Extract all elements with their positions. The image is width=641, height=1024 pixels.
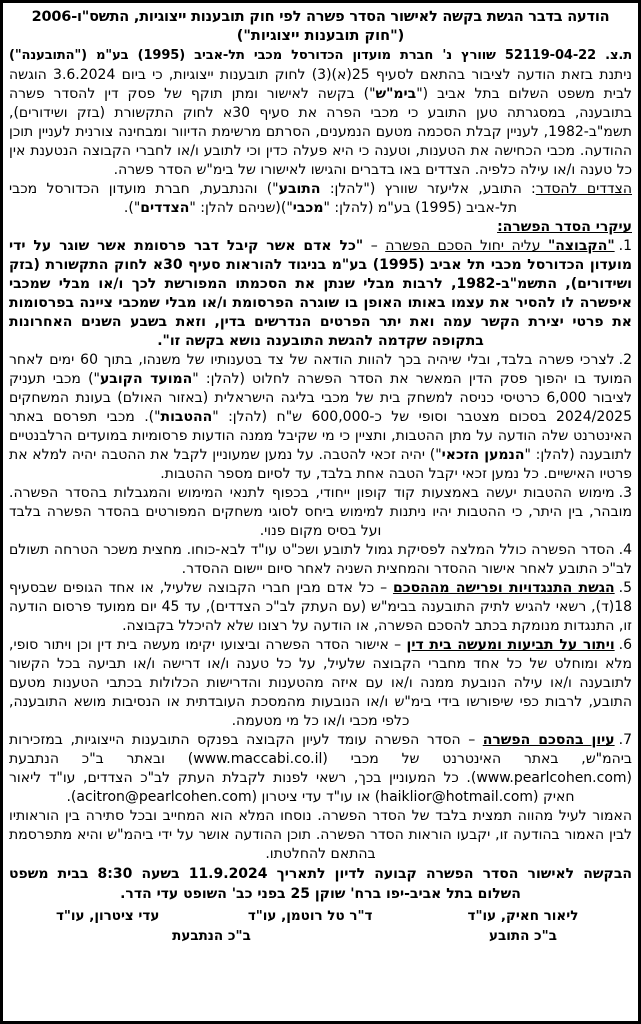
parties-paragraph — [9, 180, 632, 218]
item-number: 3. — [618, 485, 632, 501]
item-number: 4. — [618, 542, 632, 558]
hearing-notice: הבקשה לאישור הסדר הפשרה קבועה לדיון לתאריך 11.9.2024 בשעה 8:30 בבית משפט השלום בתל אביב-יפו ברח' שוקן 25 בפני כב' השופט עדי הדר. — [9, 866, 632, 902]
item-number: 7. — [618, 732, 632, 748]
settlement-item-5 — [9, 579, 632, 636]
item-number: 6. — [618, 637, 632, 653]
defense-counsel1-name: ד"ר טל רוטמן, עו"ד — [247, 908, 373, 924]
item-lead: עליה יחול הסכם הפשרה — [385, 238, 548, 254]
item-text: – — [363, 238, 386, 254]
settlement-item-1 — [9, 237, 632, 351]
eligible-recipient-term: הנמען הזכאי — [441, 447, 525, 463]
item-number: 1. — [618, 238, 632, 254]
plaintiff-term: התובע — [278, 181, 321, 197]
notice-title-line1: הודעה בדבר הגשת בקשה לאישור הסדר פשרה לפי חוק תובענות ייצוגיות, התשס"ו-2006 — [31, 9, 610, 25]
settlement-item-2 — [9, 351, 632, 484]
plaintiff-counsel-name: ליאור חאיק, עו"ד — [467, 908, 579, 924]
notice-title-line2: ("חוק תובענות ייצוגיות") — [236, 28, 405, 44]
group-term: "הקבוצה" — [548, 238, 615, 254]
defense-counsel2-name: עדי ציטרון, עו"ד — [55, 908, 160, 924]
plaintiff-counsel-role: ב"כ התובע — [488, 928, 557, 944]
item-text: "). מכבי תפרסם באתר האינטרנט שלה הודעה על מתן ההטבות, ותציין כי מי שקיבל ממנה הודעות פרסומיות במועדים הרלבנטיים לתובענה (להלן: " — [9, 409, 632, 463]
parties-text: : התובע, אליעזר שוורץ ("להלן: — [320, 181, 536, 197]
settlement-summary-header: עיקרי הסדר הפשרה: — [497, 219, 632, 235]
settlement-item-4 — [9, 541, 632, 579]
settlement-item-3 — [9, 484, 632, 541]
item-text: ") מכבי תעניק לציבור 6,000 כרטיסי כניסה למשחק בית של מכבי בליגה הישראלית (באזור האולם) בעונת המשחקים 2024/2025 בסכום מצטבר וסופי של כ-600,000 ש"ח (להלן: " — [9, 371, 632, 425]
item-text: – הסדר הפשרה עומד לעיון הקבוצה בפנקס התובענות הייצוגיות, במזכירות ביהמ"ש, באתר האינטרנט של מכבי (www.maccabi.co.il) ובאתר ב"כ הנתבעת (www.pearlcohen.com). כל המעוניין בכך, רשאי לפנות לקבלת העתק לב"כ הצדדים, עו"ד ליאור חאיק (haiklior@hotmail.com) או עו"ד עדי ציטרון (acitron@pearlcohen.com). — [9, 732, 632, 805]
parties-term: הצדדים — [140, 200, 190, 216]
item-number: 2. — [618, 352, 632, 368]
waiver-heading: ויתור על תביעות ומעשה בית דין — [406, 637, 615, 653]
defense-counsel-role: ב"כ הנתבעת — [172, 928, 251, 944]
parties-label: הצדדים להסדר — [535, 181, 633, 197]
item-text: – כל אדם מבין חברי הקבוצה שלעיל, או אחד הגופים שבסעיף 18(ד), רשאי להגיש לתיק התובענה בבימ"ש (עם העתק לב"כ הצדדים), עד 45 יום ממועד פרסום הודעה זו, התנגדות מנומקת בכתב להסכם הפשרה, או הודעה על רצונו שלא להיכלל בקבוצה. — [9, 580, 633, 634]
signature-block — [9, 906, 632, 946]
item-text: ") יהיה זכאי להטבה. על נמען שמעוניין לקבל את ההטבה יהיה למלא את פרטיו האישיים. כל נמען זכאי יקבל הטבה אחת בלבד, עד לסיום מספר ההטבות. — [9, 447, 632, 482]
parties-text: ") והנתבעת, חברת מועדון הכדורסל מכבי תל-אביב (1995) בע"מ (להלן: " — [9, 181, 518, 216]
court-abbr: בימ"ש — [375, 86, 417, 102]
parties-text: "). — [123, 200, 141, 216]
intro-text: ") בקשה לאישור ומתן תוקף של פסק דין להסדר פשרה בתובענה, במסגרתה טען התובע כי מכבי הפרה את סעיף 30א לחוק התקשורת (בזק ושידורים), תשמ"ב-1982, לעניין קבלת הסכמה מטעם הנמענים, הסרתם מרשימת הדיוור ומבחינה צורנית לעניין תוכן ההודעה. מכבי הכחישה את הטענות, וטענה כי היא פעלה כדין וכי לתובע ו/או לחברי הקבוצה הנטענת אין כל טענה ו/או עילה כלפיה. הצדדים באו בדברים והגישו לאישורו של בימ"ש הסדר פשרה. — [9, 86, 632, 178]
benefits-term: ההטבות — [160, 409, 213, 425]
determining-date-term: המועד הקובע — [99, 371, 193, 387]
group-definition-quote: "כל אדם אשר קיבל דבר פרסומת אשר שוגר על ידי מועדון הכדורסל מכבי תל אביב (1995) בע"מ בניגוד להוראות סעיף 30א לחוק התקשורת (בזק ושידורים), התשמ"ב-1982, לרבות מבלי שנתן את הסכמתו המפורשת לכך ו/או מבלי שמכבי איפשרה לו להסיר את עצמו באותו האופן בו שוגרה הפרסומת ו/או מבלי שמכבי ציינה בפרסומות את פרטי יצירת הקשר עמה ואת יתר הפרטים הנדרשים בדין, וזאת בשבע השנים האחרונות בתקופה שקדמה להגשת התובענה נושא בקשה זו". — [9, 238, 632, 349]
intro-text: ניתנת בזאת הודעה לציבור בהתאם לסעיף 25(א)(3) לחוק תובענות ייצוגיות, כי ביום 3.6.2024 הוגשה לבית משפט השלום בתל אביב (" — [9, 67, 632, 102]
settlement-item-7 — [9, 731, 632, 807]
closing-paragraph: האמור לעיל מהווה תמצית בלבד של הסדר הפשרה. נוסחו המלא הוא המחייב ובכל סתירה בין הוראותיו לבין האמור בהודעה זו, יקבעו הוראות הסדר הפשרה. תוכן ההודעה אושר על ידי ביהמ"ש והיא מתפרסמת בהתאם להחלטתו. — [9, 808, 632, 862]
item-text: – אישור הסדר הפשרה וביצועו יקימו מעשה בית דין וכן ויתור סופי, מלא ומוחלט של כל אחד מחברי הקבוצה שלעיל, על כל טענה ו/או דרישה ו/או תביעה בכל הקשור לתובענה ו/או עילה הנובעת ממנה ו/או עם איזה מהטענות והדרישות הכלולות בכתבי הטענות מטעם התובע, לרבות כפי שיפורשו בידי בימ"ש ו/או הנובעות מהמסכת העובדתית או הנסיבות מושא התובענה, כלפי מכבי ו/או כל מי מטעמה. — [9, 637, 632, 729]
item-text: מימוש ההטבות יעשה באמצעות קוד קופון ייחודי, בכפוף לתנאי המימוש והמגבלות בהסדר הפשרה. מובהר, בין היתר, כי ההטבות יהיו ניתנות למימוש ביחס לסוגי משחקים המפורטים בהסדר הפשרה בלבד ועל בסיס מקום פנוי. — [9, 485, 632, 539]
item-number: 5. — [618, 580, 632, 596]
review-heading: עיון בהסכם הפשרה — [482, 732, 615, 748]
intro-paragraph — [9, 66, 632, 180]
objections-heading: הגשת התנגדויות ופרישה מההסכם — [392, 580, 615, 596]
maccabi-term: מכבי — [292, 200, 324, 216]
settlement-item-6 — [9, 636, 632, 731]
item-text: לצרכי פשרה בלבד, ובלי שיהיה בכך להוות הודאה של צד בטענותיו של משנהו, בתוך 60 ימים לאחר המועד בו יהפוך פסק הדין המאשר את הסדר הפשרה לחלוט (להלן: " — [9, 352, 633, 387]
item-text: הסדר הפשרה כולל המלצה לפסיקת גמול לתובע ושכ"ט עו"ד לבא-כוחו. מחצית משכר הטרחה תשולם לב"כ התובע לאחר אישור ההסדר והמחצית השניה לאחר סיום יישום ההסדר. — [9, 542, 632, 577]
parties-text: ")(שניהם להלן: " — [189, 200, 293, 216]
case-number-line: ת.צ. 52119-04-22 שוורץ נ' חברת מועדון הכדורסל מכבי תל-אביב (1995) בע"מ ("התובענה") — [9, 48, 632, 63]
